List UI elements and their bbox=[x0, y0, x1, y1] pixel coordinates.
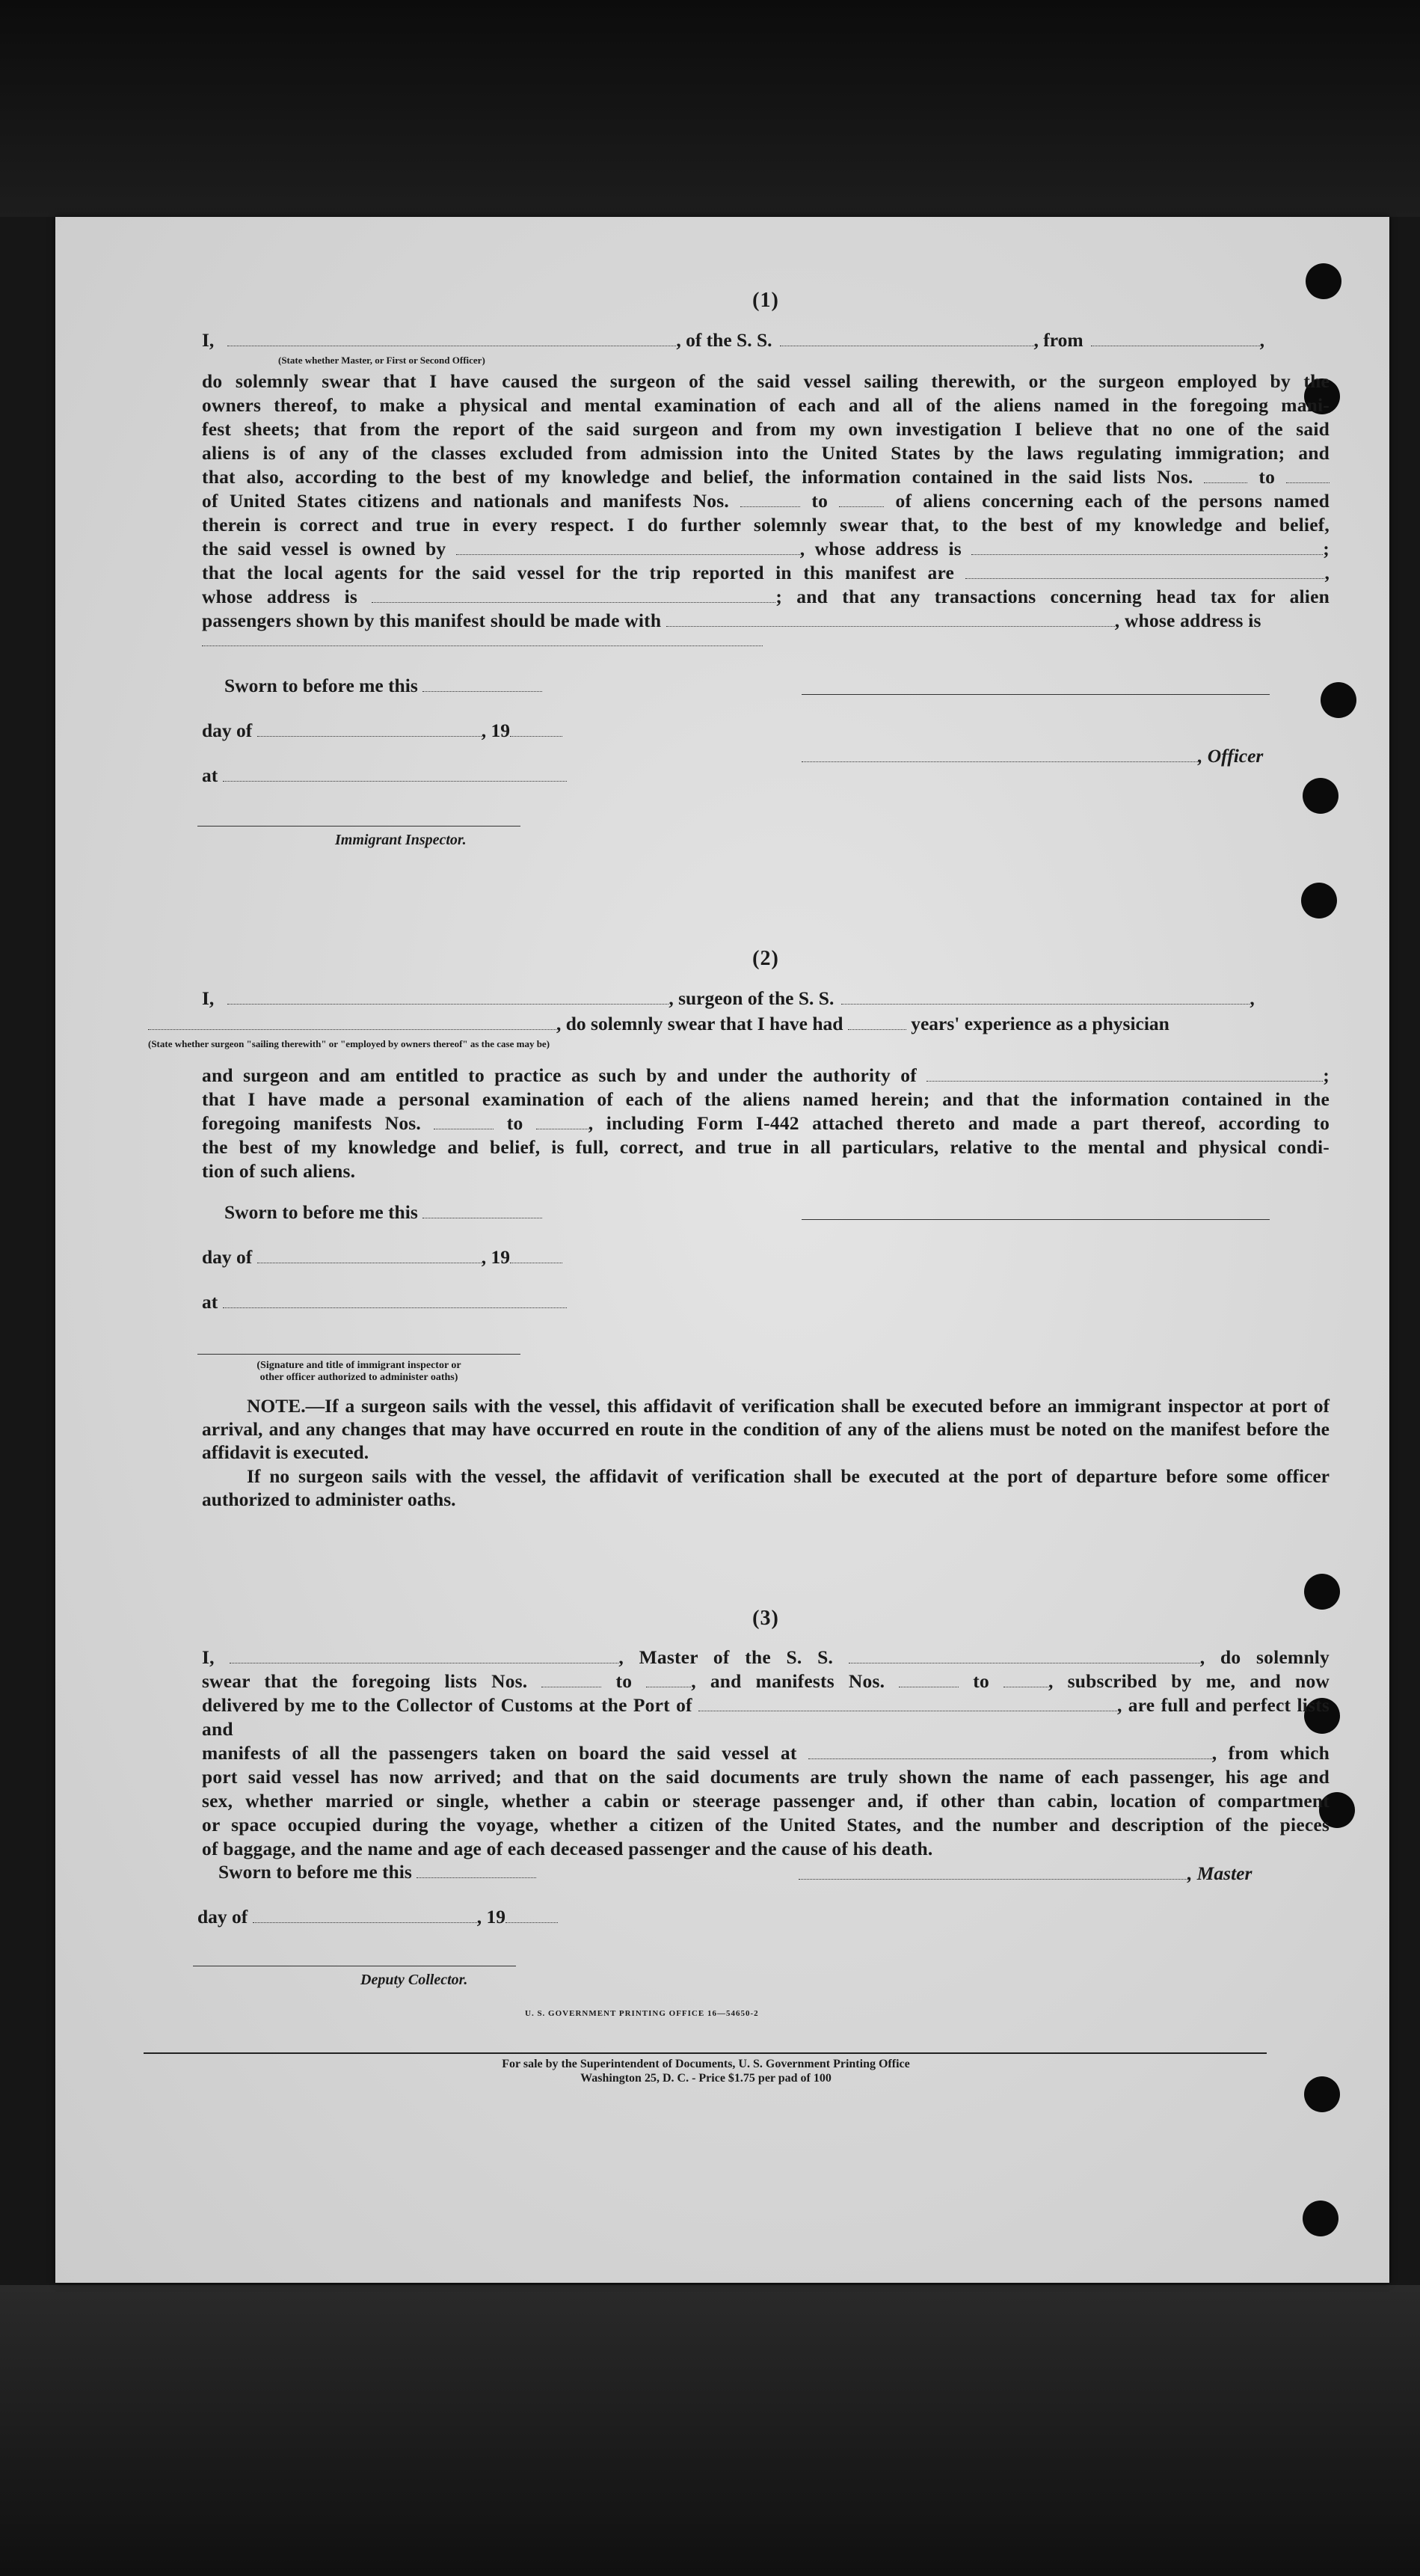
section-1-number: (1) bbox=[752, 289, 779, 312]
punch-hole bbox=[1303, 778, 1338, 814]
sworn-day-field[interactable] bbox=[422, 690, 542, 692]
section-3-oath: I, , Master of the S. S. , do solemnly swear that the foregoing lists Nos. to , and manifests Nos. to , subscribed by me, and now delivered by me to the Collector of Customs at the Port of , are full and perfect lists and manifests of all the passengers taken on board the said vessel at , from which port said vessel has now arrived; and that on the said documents are truly shown the name of each passenger, his age and sex, whether married or single, whether a cabin or steerage passenger and, if other than cabin, location of compartment or space occupied during the voyage, whether a citizen of the United States, and the number and description of the pieces of baggage, and the name and age of each deceased passenger and the cause of his death. bbox=[202, 1646, 1330, 1859]
master-name-field[interactable] bbox=[230, 1662, 618, 1663]
section-2-line-2-caption: (State whether surgeon "sailing therewith" or "employed by owners thereof" as the case may be) bbox=[148, 1038, 550, 1049]
sworn-month-field[interactable] bbox=[257, 735, 482, 737]
practice-authority-field[interactable] bbox=[926, 1080, 1323, 1082]
officer-title-signature-field[interactable] bbox=[802, 761, 1198, 762]
surgeon-sworn-place-field[interactable] bbox=[223, 1307, 567, 1308]
section-1-day-row: day of , 19 bbox=[202, 720, 562, 742]
surgeon-name-field[interactable] bbox=[227, 1003, 668, 1005]
master-lists-from-field[interactable] bbox=[541, 1686, 601, 1687]
head-tax-contact-field[interactable] bbox=[666, 625, 1115, 627]
surgeon-sworn-day-field[interactable] bbox=[422, 1217, 542, 1218]
punch-hole bbox=[1303, 2201, 1338, 2236]
section-2-day-row: day of , 19 bbox=[202, 1246, 562, 1269]
departure-port-field[interactable] bbox=[1091, 345, 1260, 346]
scan-background-bottom bbox=[0, 2285, 1420, 2576]
section-1-at-row: at bbox=[202, 764, 567, 787]
officer-signature-line[interactable] bbox=[802, 694, 1270, 695]
administering-officer-caption: (Signature and title of immigrant inspector or other officer authorized to administer oaths) bbox=[256, 1360, 461, 1383]
section-3-day-row: day of , 19 bbox=[197, 1906, 558, 1928]
immigrant-inspector-caption: Immigrant Inspector. bbox=[335, 832, 467, 848]
section-1-line-1-caption: (State whether Master, or First or Second Officer) bbox=[278, 355, 485, 366]
surgeon-manifest-from-field[interactable] bbox=[434, 1128, 494, 1129]
section-2-oath: and surgeon and am entitled to practice as such by and under the authority of ; that I have made a personal examination of each of the aliens named herein; and that the information contained in the foregoing manifests Nos. to , including Form I-442 attached thereto and made a part thereof, according to the best of my knowledge and belief, is full, correct, and true in all particulars, relative to the mental and physical condi- tion of such aliens. bbox=[202, 1064, 1330, 1182]
surgeon-manifest-to-field[interactable] bbox=[536, 1128, 588, 1129]
footer-rule bbox=[144, 2052, 1267, 2054]
citizen-list-from-field[interactable] bbox=[1204, 482, 1247, 483]
section-1-oath: do solemnly swear that I have caused the surgeon of the said vessel sailing therewith, or the surgeon employed by the owners thereof, to make a physical and mental examination of each and all of the aliens named in the foregoing mani- fest sheets; that from the report of the said surgeon and from my own investigation I believe that no one of the said aliens is of any of the classes excluded from admission into the United States by the laws regulating immigration; and that also, according to the best of my knowledge and belief, the information contained in the said lists Nos. to of United States citizens and nationals and manifests Nos. to of aliens concerning each of the persons named therein is correct and true in every respect. I do further solemnly swear that, to the best of my knowledge and belief, the said vessel is owned by , whose address is ; that the local agents for the said vessel for the trip reported in this manifest are , whose address is ; and that any transactions concerning head tax for alien passengers shown by this manifest should be made with , whose address is bbox=[202, 370, 1330, 631]
sworn-place-field[interactable] bbox=[223, 780, 567, 782]
form-page bbox=[55, 217, 1389, 2283]
punch-hole bbox=[1301, 883, 1337, 919]
surgeon-note-2: If no surgeon sails with the vessel, the affidavit of verification shall be executed at the port of departure before some officer authorized to administer oaths. bbox=[202, 1465, 1330, 1510]
owner-address-field[interactable] bbox=[971, 553, 1323, 555]
section-2-at-row: at bbox=[202, 1291, 567, 1313]
punch-hole bbox=[1321, 682, 1356, 718]
manifest-from-field[interactable] bbox=[740, 506, 800, 507]
boarding-port-field[interactable] bbox=[808, 1758, 1212, 1759]
vessel-name-field[interactable] bbox=[780, 345, 1034, 346]
section-1-officer-row: , Officer bbox=[802, 745, 1263, 767]
section-1-sworn-row: Sworn to before me this bbox=[224, 675, 542, 697]
gpo-imprint: U. S. GOVERNMENT PRINTING OFFICE 16—54650-2 bbox=[525, 2009, 759, 2018]
customs-port-field[interactable] bbox=[698, 1710, 1117, 1711]
sale-notice: For sale by the Superintendent of Documents, U. S. Government Printing Office Washington 25, D. C. - Price $1.75 per pad of 100 bbox=[502, 2058, 910, 2085]
section-2-line-2: , do solemnly swear that I have had years' experience as a physician bbox=[148, 1013, 1169, 1035]
master-manifests-from-field[interactable] bbox=[899, 1686, 959, 1687]
section-2-sworn-row: Sworn to before me this bbox=[224, 1201, 542, 1224]
surgeon-sworn-year-field[interactable] bbox=[510, 1262, 562, 1263]
master-manifests-to-field[interactable] bbox=[1003, 1686, 1048, 1687]
vessel-owner-field[interactable] bbox=[456, 553, 800, 555]
section-2-number: (2) bbox=[752, 947, 779, 970]
master-lists-to-field[interactable] bbox=[646, 1686, 691, 1687]
agent-address-field[interactable] bbox=[372, 601, 775, 603]
master-vessel-field[interactable] bbox=[849, 1662, 1200, 1663]
surgeon-sworn-month-field[interactable] bbox=[257, 1262, 482, 1263]
punch-hole bbox=[1304, 1574, 1340, 1610]
scan-background-top bbox=[0, 0, 1420, 217]
inspector-signature-line[interactable] bbox=[197, 826, 520, 827]
master-sworn-month-field[interactable] bbox=[253, 1922, 477, 1923]
manifest-to-field[interactable] bbox=[839, 506, 884, 507]
surgeon-vessel-field[interactable] bbox=[841, 1003, 1250, 1005]
master-sworn-year-field[interactable] bbox=[505, 1922, 558, 1923]
section-2-line-1: I, , surgeon of the S. S. , bbox=[202, 987, 1255, 1009]
head-tax-address-field[interactable] bbox=[202, 645, 763, 646]
sworn-year-field[interactable] bbox=[510, 735, 562, 737]
officer-title-field[interactable] bbox=[227, 345, 676, 346]
section-3-number: (3) bbox=[752, 1607, 779, 1630]
local-agents-field[interactable] bbox=[965, 577, 1324, 579]
master-sworn-day-field[interactable] bbox=[417, 1877, 536, 1878]
citizen-list-to-field[interactable] bbox=[1286, 482, 1330, 483]
surgeon-status-field[interactable] bbox=[148, 1028, 556, 1030]
master-signature-field[interactable] bbox=[799, 1878, 1187, 1880]
surgeon-signature-line[interactable] bbox=[802, 1219, 1270, 1220]
surgeon-note-1: NOTE.—If a surgeon sails with the vessel, this affidavit of verification shall be executed before an immigrant inspector at port of arrival, and any changes that may have occurred en route in the condition of any of the aliens must be noted on the manifest before the affidavit is executed. bbox=[202, 1395, 1330, 1463]
section-3-sworn-row: Sworn to before me this bbox=[218, 1861, 536, 1883]
section-1-line-1: I, , of the S. S. , from , bbox=[202, 329, 1265, 351]
section-3-master-row: , Master bbox=[799, 1862, 1252, 1885]
years-experience-field[interactable] bbox=[848, 1028, 906, 1030]
punch-hole bbox=[1304, 2076, 1340, 2112]
administering-officer-signature-line[interactable] bbox=[197, 1354, 520, 1355]
deputy-collector-caption: Deputy Collector. bbox=[360, 1972, 468, 1988]
